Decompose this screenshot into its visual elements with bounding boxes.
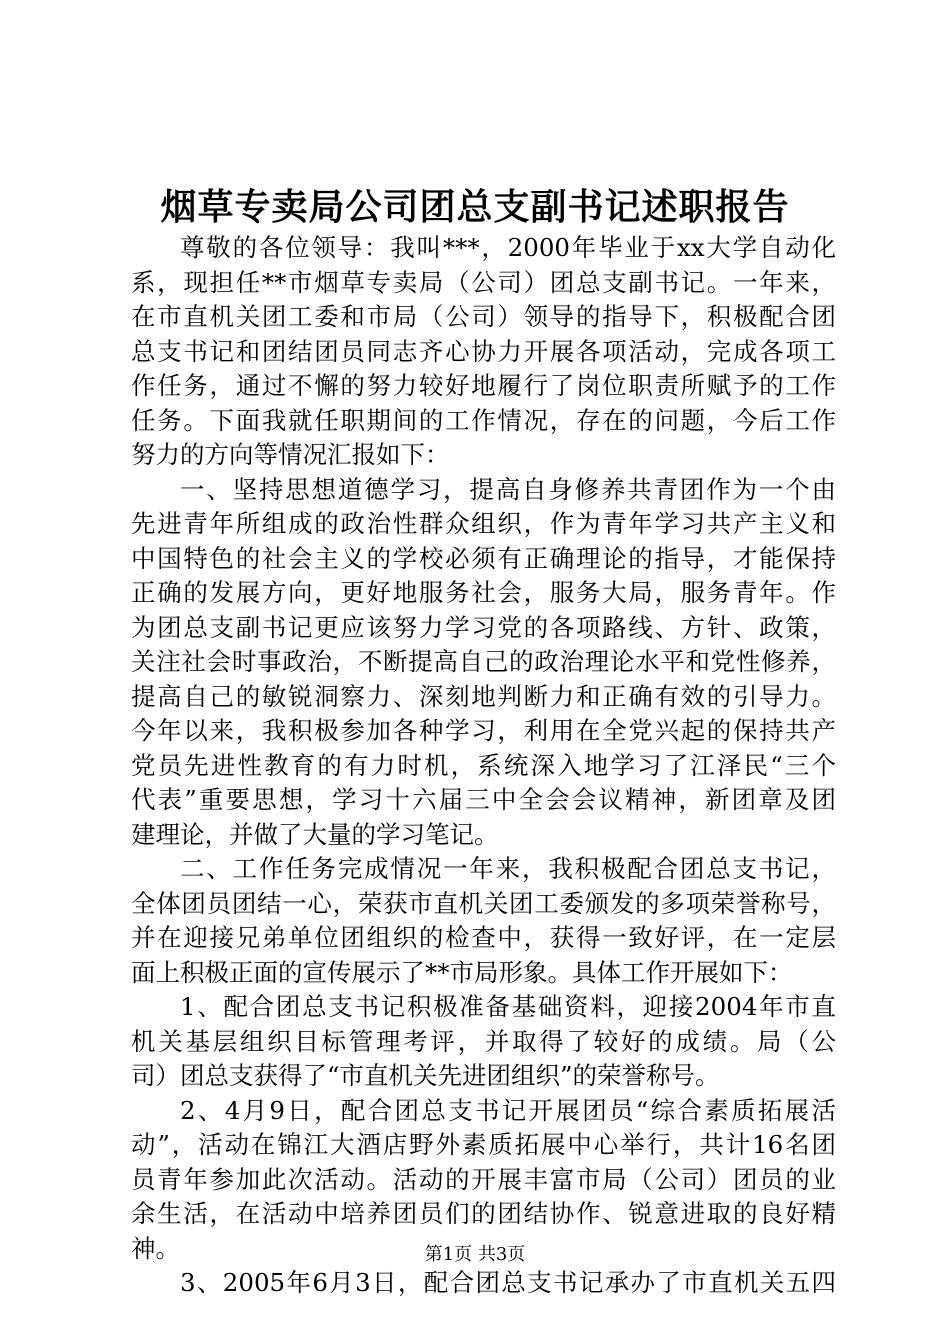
body-text-line: 2、4月9日，配合团总支书记开展团员“综合素质拓展活 bbox=[180, 1095, 836, 1125]
body-text-line: 今年以来，我积极参加各种学习，利用在全党兴起的保持共产 bbox=[131, 716, 836, 745]
body-text-line: 关注社会时事政治，不断提高自己的政治理论水平和党性修养， bbox=[131, 647, 836, 676]
body-text-line: 余生活，在活动中培养团员们的团结协作、锐意进取的良好精 bbox=[131, 1199, 836, 1228]
body-text-line: 努力的方向等情况汇报如下： bbox=[131, 440, 450, 469]
body-text-line: 机关基层组织目标管理考评，并取得了较好的成绩。局（公 bbox=[131, 1026, 836, 1056]
body-text-line: 代表”重要思想，学习十六届三中全会会议精神，新团章及团 bbox=[131, 785, 836, 814]
body-text-line: 为团总支副书记更应该努力学习党的各项路线、方针、政策， bbox=[131, 612, 836, 642]
body-text-line: 任务。下面我就任职期间的工作情况，存在的问题，今后工作 bbox=[131, 405, 836, 435]
body-text-line: 在市直机关团工委和市局（公司）领导的指导下，积极配合团 bbox=[131, 302, 836, 331]
body-text-line: 3、2005年6月3日，配合团总支书记承办了市直机关五四 bbox=[180, 1268, 836, 1297]
body-text-line: 正确的发展方向，更好地服务社会，服务大局，服务青年。作 bbox=[131, 578, 836, 607]
body-text-line: 党员先进性教育的有力时机，系统深入地学习了江泽民“三个 bbox=[131, 750, 836, 780]
body-text-line: 司）团总支获得了“市直机关先进团组织”的荣誉称号。 bbox=[131, 1061, 720, 1090]
body-text-line: 并在迎接兄弟单位团组织的检查中，获得一致好评，在一定层 bbox=[131, 923, 836, 952]
body-text-line: 员青年参加此次活动。活动的开展丰富市局（公司）团员的业 bbox=[131, 1164, 836, 1194]
body-text-line: 面上积极正面的宣传展示了**市局形象。具体工作开展如下： bbox=[131, 957, 793, 987]
body-text-line: 全体团员团结一心，荣获市直机关团工委颁发的多项荣誉称号， bbox=[131, 888, 836, 918]
body-text-line: 作任务，通过不懈的努力较好地履行了岗位职责所赋予的工作 bbox=[131, 371, 836, 400]
body-text-line: 一、坚持思想道德学习，提高自身修养共青团作为一个由 bbox=[180, 474, 836, 504]
body-text-line: 系，现担任**市烟草专卖局（公司）团总支副书记。一年来， bbox=[131, 267, 836, 297]
body-text-line: 中国特色的社会主义的学校必须有正确理论的指导，才能保持 bbox=[131, 543, 836, 573]
body-text-line: 先进青年所组成的政治性群众组织，作为青年学习共产主义和 bbox=[131, 509, 836, 538]
body-text-line: 建理论，并做了大量的学习笔记。 bbox=[131, 819, 499, 849]
body-text-line: 总支书记和团结团员同志齐心协力开展各项活动，完成各项工 bbox=[131, 336, 836, 366]
body-text-line: 尊敬的各位领导：我叫***，2000年毕业于xx大学自动化 bbox=[180, 233, 836, 262]
body-text-line: 神。 bbox=[131, 1233, 180, 1263]
page-footer: 第1页 共3页 bbox=[424, 1244, 526, 1265]
document-body bbox=[131, 231, 836, 1301]
body-text-line: 1、配合团总支书记积极准备基础资料，迎接2004年市直 bbox=[180, 992, 836, 1021]
body-text-line: 二、工作任务完成情况一年来，我积极配合团总支书记， bbox=[180, 854, 836, 883]
body-text-line: 提高自己的敏锐洞察力、深刻地判断力和正确有效的引导力。 bbox=[131, 681, 836, 711]
document-title: 烟草专卖局公司团总支副书记述职报告 bbox=[160, 186, 790, 228]
body-text-line: 动”，活动在锦江大酒店野外素质拓展中心举行，共计16名团 bbox=[131, 1130, 836, 1159]
